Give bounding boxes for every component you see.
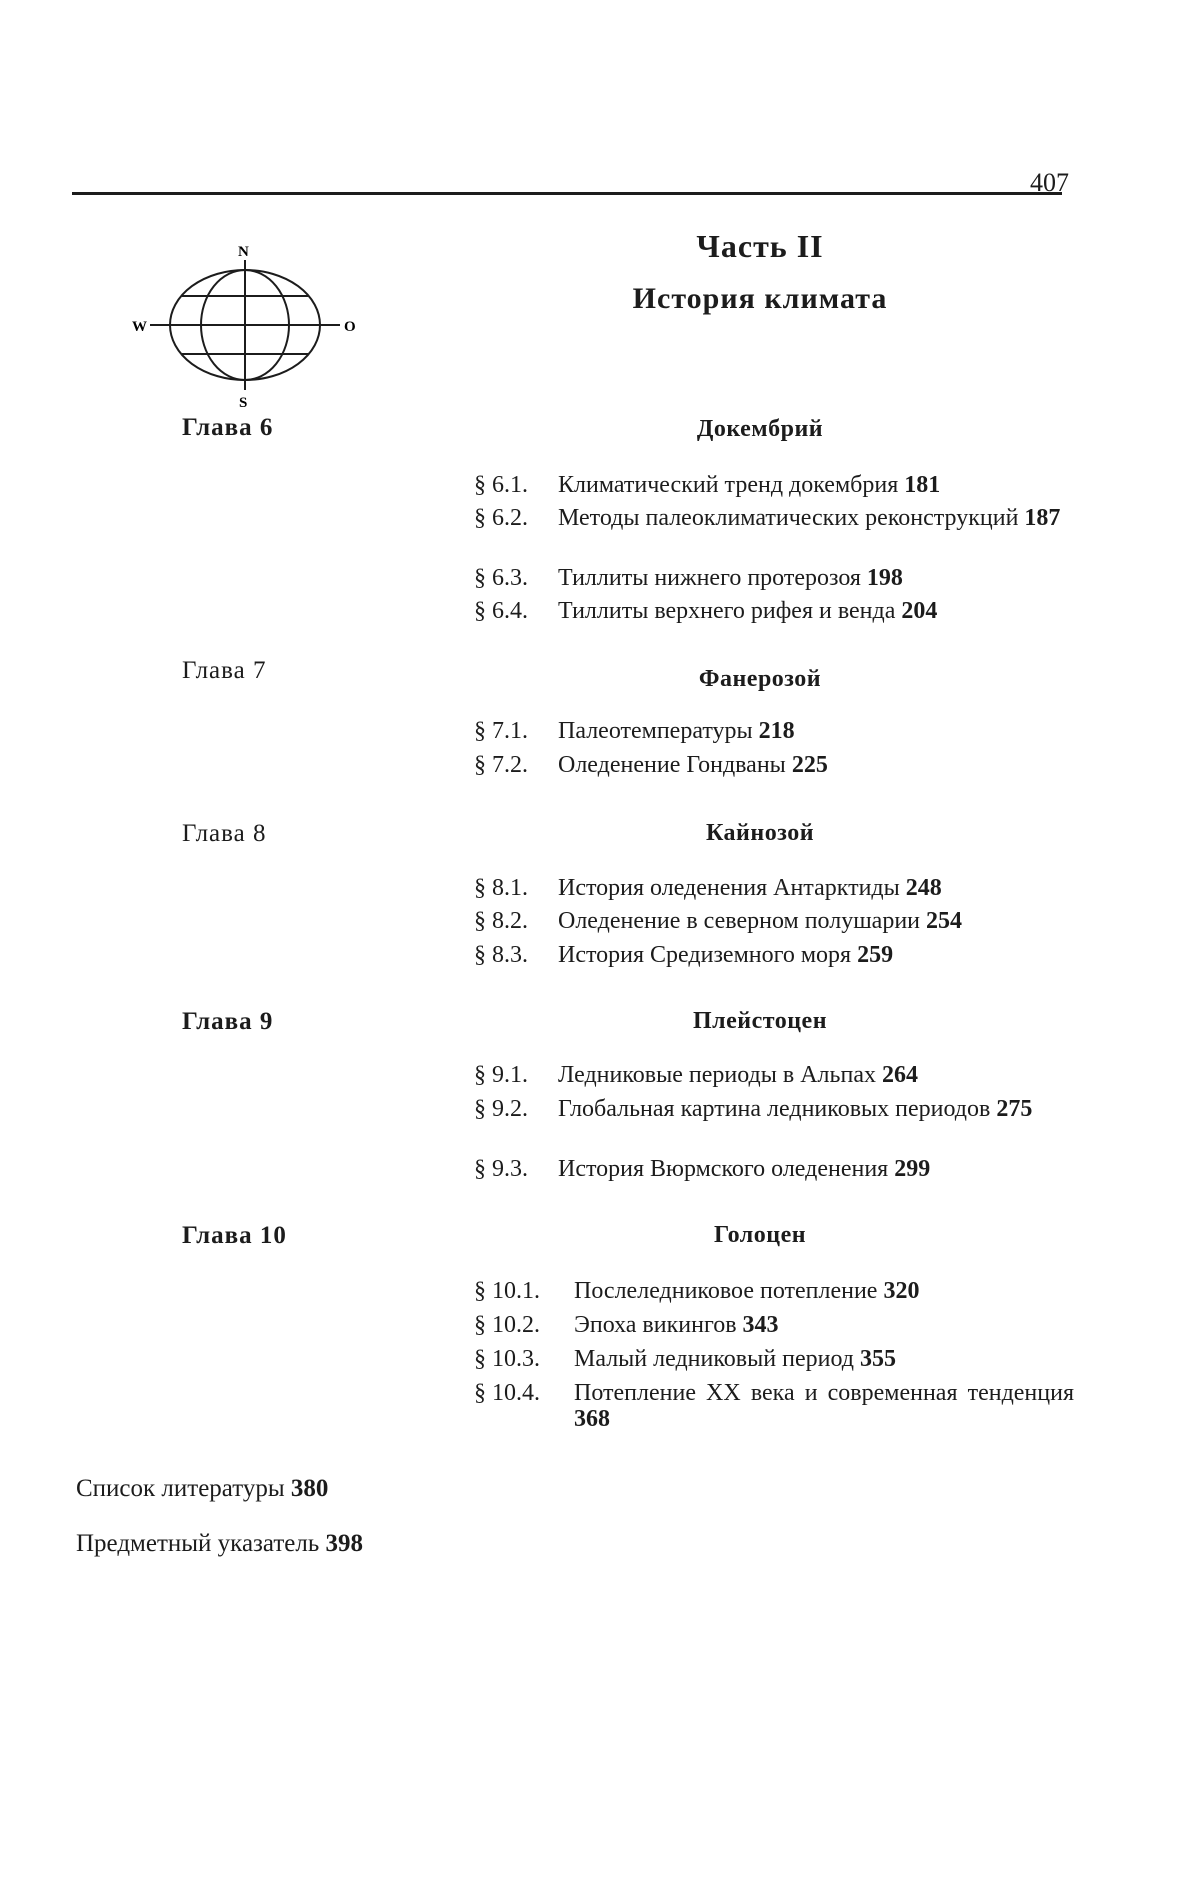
compass-s-label: S bbox=[239, 395, 248, 410]
toc-entry[interactable] bbox=[474, 875, 1074, 901]
toc-entry[interactable] bbox=[474, 718, 1074, 744]
entry-page: 355 bbox=[859, 1346, 896, 1372]
chapter-label: Глава 9 bbox=[182, 1008, 274, 1035]
section-heading: Кайнозой bbox=[705, 820, 815, 846]
toc-entry[interactable] bbox=[474, 472, 1074, 498]
section-heading: Докембрий bbox=[696, 416, 824, 442]
entry-number: § 10.1. bbox=[474, 1278, 540, 1304]
entry-title: История Вюрмского оледенения bbox=[558, 1156, 889, 1182]
entry-title: Послеледниковое потепление bbox=[574, 1278, 878, 1304]
entry-page: 248 bbox=[905, 875, 942, 901]
toc-entry[interactable] bbox=[474, 942, 1074, 968]
entry-number: § 10.4. bbox=[474, 1380, 540, 1406]
entry-number: § 6.1. bbox=[474, 472, 528, 498]
entry-page: 181 bbox=[904, 472, 941, 498]
backmatter-title: Предметный указатель bbox=[76, 1530, 320, 1557]
entry-title: История Средиземного моря bbox=[558, 942, 852, 968]
toc-entry[interactable] bbox=[474, 1156, 1074, 1182]
entry-title: Потепление XX века и современная тенденция bbox=[574, 1380, 1074, 1406]
entry-number: § 9.2. bbox=[474, 1096, 528, 1122]
chapter-label: Глава 10 bbox=[182, 1222, 287, 1249]
entry-title: Малый ледниковый период bbox=[574, 1346, 854, 1372]
entry-number: § 8.2. bbox=[474, 908, 528, 934]
entry-number: § 7.1. bbox=[474, 718, 528, 744]
part-title: Часть II bbox=[696, 228, 824, 264]
toc-entry[interactable] bbox=[474, 1346, 1074, 1372]
entry-title: Климатический тренд докембрия bbox=[558, 472, 899, 498]
entry-page: 343 bbox=[742, 1312, 779, 1338]
toc-entry[interactable] bbox=[474, 1096, 1074, 1122]
entry-title: Палеотемпературы bbox=[558, 718, 753, 744]
entry-title: Тиллиты верхнего рифея и венда bbox=[558, 598, 896, 624]
entry-number: § 10.3. bbox=[474, 1346, 540, 1372]
toc-entry[interactable] bbox=[474, 908, 1074, 934]
compass-globe-icon bbox=[130, 240, 360, 410]
chapter-label: Глава 8 bbox=[182, 820, 267, 847]
compass-e-label: O bbox=[344, 319, 356, 335]
entry-number: § 7.2. bbox=[474, 752, 528, 778]
entry-page: 204 bbox=[901, 598, 938, 624]
entry-title: Эпоха викингов bbox=[574, 1312, 737, 1338]
chapter-label: Глава 6 bbox=[182, 414, 274, 441]
entry-title: Ледниковые периоды в Альпах bbox=[558, 1062, 876, 1088]
entry-page: 368 bbox=[574, 1406, 610, 1432]
header-rule bbox=[72, 192, 1062, 195]
entry-number: § 6.3. bbox=[474, 565, 528, 591]
entry-page: 218 bbox=[758, 718, 795, 744]
entry-number: § 9.3. bbox=[474, 1156, 528, 1182]
entry-title: Методы палеоклиматических реконструкций bbox=[558, 505, 1019, 531]
section-heading: Плейстоцен bbox=[692, 1008, 828, 1034]
toc-entry[interactable] bbox=[474, 565, 1074, 591]
entry-page: 264 bbox=[881, 1062, 918, 1088]
entry-page: 187 bbox=[1024, 505, 1061, 531]
entry-number: § 8.1. bbox=[474, 875, 528, 901]
page-number: 407 bbox=[1030, 168, 1069, 197]
part-subtitle: История климата bbox=[632, 282, 888, 315]
backmatter-entry[interactable] bbox=[76, 1475, 328, 1503]
toc-entry[interactable] bbox=[474, 1312, 1074, 1338]
entry-page: 198 bbox=[866, 565, 903, 591]
section-heading: Фанерозой bbox=[698, 666, 822, 692]
compass-w-label: W bbox=[132, 319, 147, 335]
entry-number: § 6.4. bbox=[474, 598, 528, 624]
entry-title: Тиллиты нижнего протерозоя bbox=[558, 565, 861, 591]
entry-page: 320 bbox=[883, 1278, 920, 1304]
entry-page: 275 bbox=[996, 1096, 1033, 1122]
entry-title: Оледенение в северном полушарии bbox=[558, 908, 921, 934]
toc-entry[interactable] bbox=[474, 752, 1074, 778]
entry-page: 254 bbox=[926, 908, 963, 934]
section-heading: Голоцен bbox=[713, 1222, 807, 1248]
toc-entry[interactable] bbox=[474, 1062, 1074, 1088]
entry-number: § 10.2. bbox=[474, 1312, 540, 1338]
entry-number: § 8.3. bbox=[474, 942, 528, 968]
entry-number: § 9.1. bbox=[474, 1062, 528, 1088]
toc-entry[interactable] bbox=[474, 505, 1074, 531]
entry-page: 225 bbox=[791, 752, 828, 778]
backmatter-title: Список литературы bbox=[76, 1475, 285, 1502]
compass-n-label: N bbox=[238, 244, 249, 260]
entry-title: Глобальная картина ледниковых периодов bbox=[558, 1096, 991, 1122]
entry-title: История оледенения Антарктиды bbox=[558, 875, 900, 901]
toc-entry[interactable] bbox=[474, 1380, 1074, 1432]
chapter-label: Глава 7 bbox=[182, 657, 267, 684]
entry-number: § 6.2. bbox=[474, 505, 528, 531]
entry-page: 299 bbox=[894, 1156, 931, 1182]
entry-page: 259 bbox=[857, 942, 894, 968]
entry-title: Оледенение Гондваны bbox=[558, 752, 786, 778]
toc-entry[interactable] bbox=[474, 598, 1074, 624]
backmatter-entry[interactable] bbox=[76, 1530, 363, 1558]
backmatter-page: 380 bbox=[290, 1475, 329, 1502]
toc-entry[interactable] bbox=[474, 1278, 1074, 1304]
backmatter-page: 398 bbox=[325, 1530, 364, 1557]
